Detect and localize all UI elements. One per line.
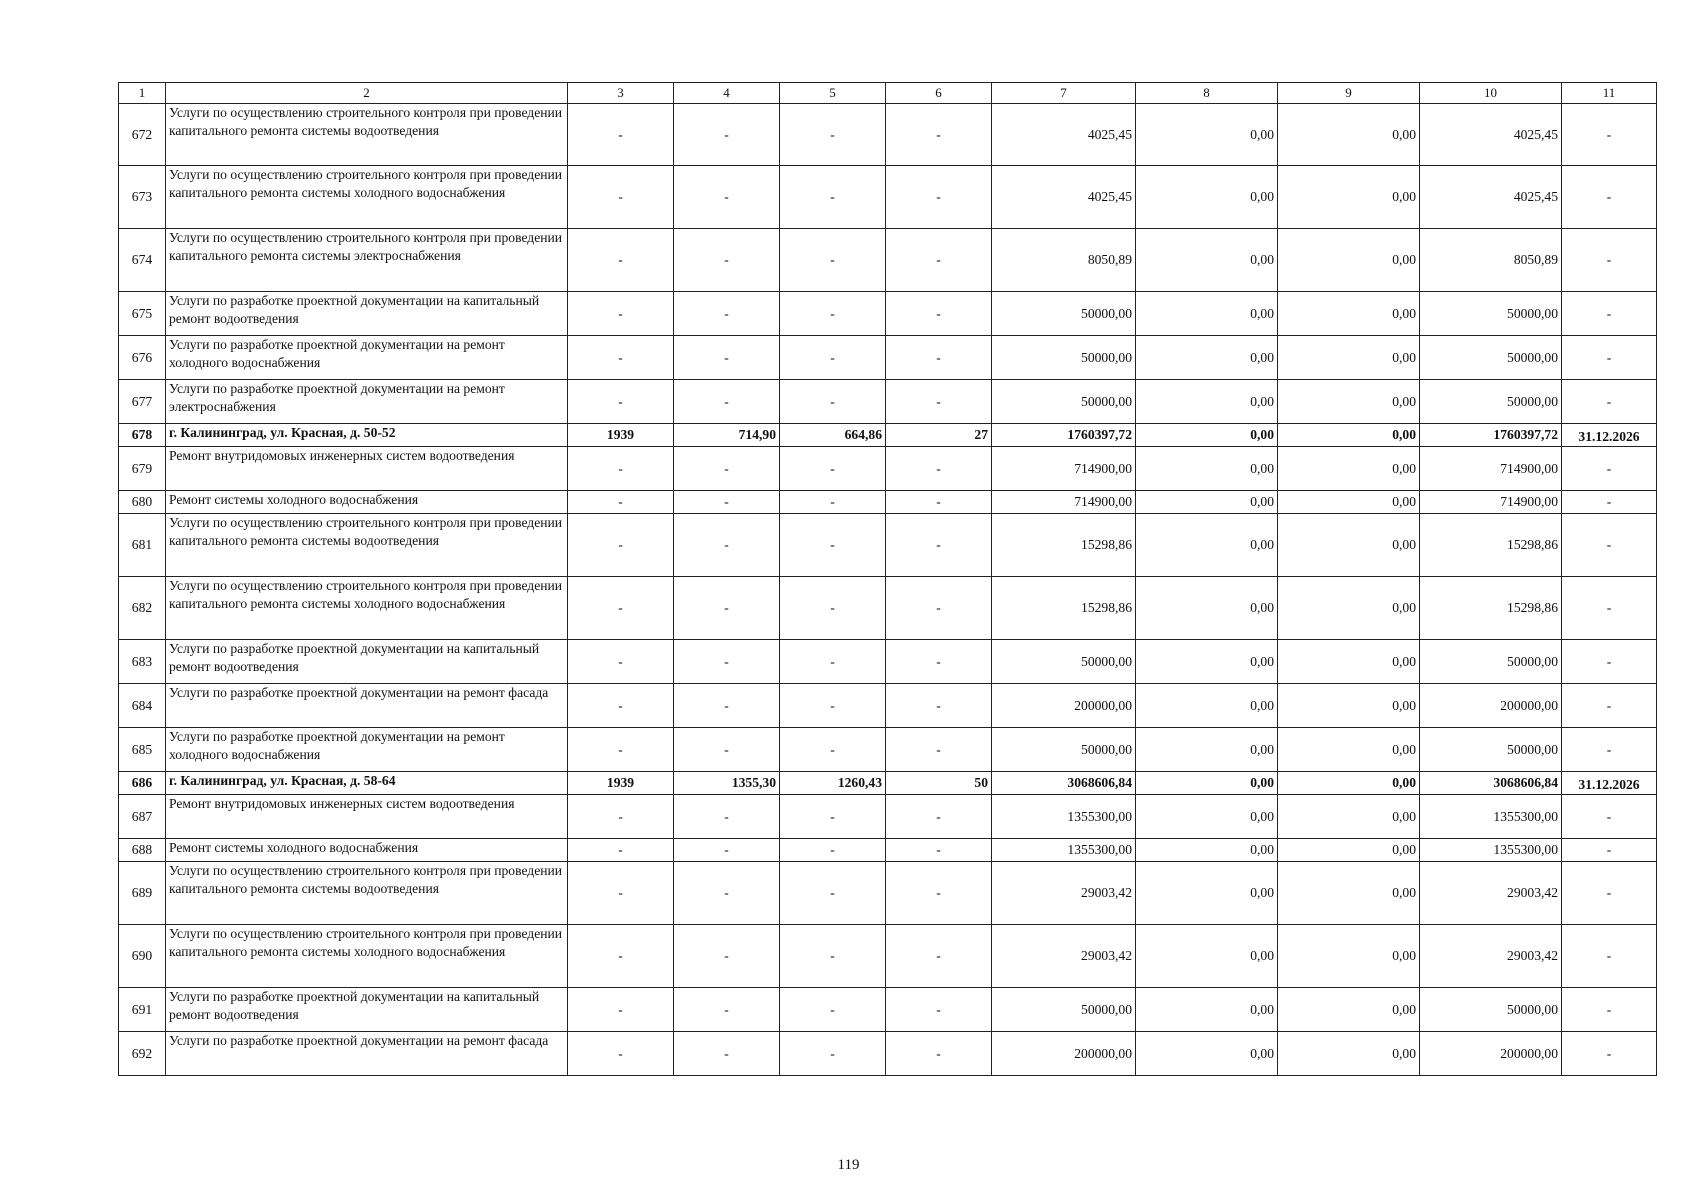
cell-col7: 1355300,00 <box>992 795 1136 839</box>
cell-col6: - <box>886 292 992 336</box>
row-number: 683 <box>119 640 166 684</box>
cell-col4: - <box>674 229 780 292</box>
row-number: 684 <box>119 684 166 728</box>
work-name: Услуги по разработке проектной документации на ремонт фасада <box>166 1032 568 1076</box>
cell-col8: 0,00 <box>1136 795 1278 839</box>
cell-col9: 0,00 <box>1278 577 1420 640</box>
cell-col3: - <box>568 640 674 684</box>
cell-col9: 0,00 <box>1278 514 1420 577</box>
table-row <box>119 988 1657 1032</box>
cell-col10: 50000,00 <box>1420 336 1562 380</box>
cell-col8: 0,00 <box>1136 772 1278 795</box>
cell-col7: 15298,86 <box>992 514 1136 577</box>
cell-col4: - <box>674 292 780 336</box>
cell-col6: - <box>886 166 992 229</box>
cell-col3: 1939 <box>568 424 674 447</box>
cell-col9: 0,00 <box>1278 728 1420 772</box>
cell-col5: - <box>780 795 886 839</box>
address-row <box>119 772 1657 795</box>
cell-col11: - <box>1562 292 1657 336</box>
row-number: 678 <box>119 424 166 447</box>
column-header: 8 <box>1136 83 1278 104</box>
cell-col3: - <box>568 684 674 728</box>
cell-col10: 200000,00 <box>1420 684 1562 728</box>
cell-col11: - <box>1562 925 1657 988</box>
cell-col11: - <box>1562 988 1657 1032</box>
cell-col5: - <box>780 166 886 229</box>
row-number: 692 <box>119 1032 166 1076</box>
cell-col10: 50000,00 <box>1420 292 1562 336</box>
cell-col3: - <box>568 229 674 292</box>
row-number: 690 <box>119 925 166 988</box>
row-number: 675 <box>119 292 166 336</box>
table-row <box>119 795 1657 839</box>
cell-col11: - <box>1562 380 1657 424</box>
cell-col8: 0,00 <box>1136 640 1278 684</box>
cell-col8: 0,00 <box>1136 292 1278 336</box>
work-name: Услуги по разработке проектной документации на капитальный ремонт водоотведения <box>166 988 568 1032</box>
row-number: 673 <box>119 166 166 229</box>
work-name: Услуги по осуществлению строительного контроля при проведении капитального ремонта системы водоотведения <box>166 104 568 166</box>
cell-col10: 4025,45 <box>1420 166 1562 229</box>
row-number: 674 <box>119 229 166 292</box>
work-name: Услуги по осуществлению строительного контроля при проведении капитального ремонта системы холодного водоснабжения <box>166 166 568 229</box>
cell-col5: - <box>780 380 886 424</box>
cell-col7: 4025,45 <box>992 166 1136 229</box>
cell-col5: - <box>780 684 886 728</box>
cell-col4: - <box>674 380 780 424</box>
table-row <box>119 862 1657 925</box>
cell-col3: - <box>568 292 674 336</box>
row-number: 676 <box>119 336 166 380</box>
cell-col3: - <box>568 728 674 772</box>
cell-col11: - <box>1562 514 1657 577</box>
column-header: 4 <box>674 83 780 104</box>
work-name: Услуги по разработке проектной документации на ремонт фасада <box>166 684 568 728</box>
cell-col6: - <box>886 862 992 925</box>
cell-col6: - <box>886 104 992 166</box>
cell-col3: - <box>568 795 674 839</box>
work-name: Ремонт внутридомовых инженерных систем водоотведения <box>166 795 568 839</box>
cell-col10: 3068606,84 <box>1420 772 1562 795</box>
work-list-table <box>118 82 1657 1076</box>
cell-col4: - <box>674 514 780 577</box>
row-number: 687 <box>119 795 166 839</box>
page-number: 119 <box>837 1157 860 1173</box>
cell-col9: 0,00 <box>1278 862 1420 925</box>
cell-col6: - <box>886 1032 992 1076</box>
cell-col7: 200000,00 <box>992 1032 1136 1076</box>
cell-col9: 0,00 <box>1278 336 1420 380</box>
cell-col6: - <box>886 380 992 424</box>
table-row <box>119 684 1657 728</box>
cell-col4: - <box>674 728 780 772</box>
work-name: Услуги по осуществлению строительного контроля при проведении капитального ремонта системы электроснабжения <box>166 229 568 292</box>
cell-col7: 4025,45 <box>992 104 1136 166</box>
cell-col11: - <box>1562 862 1657 925</box>
cell-col5: - <box>780 1032 886 1076</box>
table-row <box>119 514 1657 577</box>
cell-col6: - <box>886 684 992 728</box>
row-number: 677 <box>119 380 166 424</box>
work-name: Услуги по осуществлению строительного контроля при проведении капитального ремонта системы водоотведения <box>166 514 568 577</box>
table-row <box>119 292 1657 336</box>
table-row <box>119 839 1657 862</box>
cell-col7: 50000,00 <box>992 380 1136 424</box>
cell-col7: 15298,86 <box>992 577 1136 640</box>
cell-col11: - <box>1562 795 1657 839</box>
cell-col9: 0,00 <box>1278 640 1420 684</box>
work-name: Услуги по разработке проектной документации на ремонт электроснабжения <box>166 380 568 424</box>
cell-col5: - <box>780 104 886 166</box>
work-name: Услуги по разработке проектной документации на ремонт холодного водоснабжения <box>166 336 568 380</box>
column-number-row <box>119 83 1657 104</box>
cell-col8: 0,00 <box>1136 229 1278 292</box>
cell-col6: 50 <box>886 772 992 795</box>
cell-col7: 50000,00 <box>992 336 1136 380</box>
cell-col5: - <box>780 925 886 988</box>
cell-col4: - <box>674 640 780 684</box>
work-name: Ремонт внутридомовых инженерных систем водоотведения <box>166 447 568 491</box>
table-row <box>119 577 1657 640</box>
column-header: 2 <box>166 83 568 104</box>
cell-col3: - <box>568 577 674 640</box>
work-name: Услуги по разработке проектной документации на капитальный ремонт водоотведения <box>166 640 568 684</box>
cell-col11: - <box>1562 728 1657 772</box>
cell-col5: - <box>780 292 886 336</box>
cell-col7: 50000,00 <box>992 292 1136 336</box>
cell-col10: 29003,42 <box>1420 925 1562 988</box>
cell-col10: 714900,00 <box>1420 491 1562 514</box>
cell-col6: - <box>886 925 992 988</box>
cell-col4: - <box>674 862 780 925</box>
cell-col9: 0,00 <box>1278 839 1420 862</box>
cell-col5: - <box>780 447 886 491</box>
cell-col8: 0,00 <box>1136 839 1278 862</box>
cell-col4: - <box>674 336 780 380</box>
column-header: 10 <box>1420 83 1562 104</box>
cell-col7: 50000,00 <box>992 728 1136 772</box>
cell-col6: - <box>886 229 992 292</box>
cell-col4: - <box>674 795 780 839</box>
table-row <box>119 104 1657 166</box>
cell-col11: 31.12.2026 <box>1562 424 1657 447</box>
cell-col9: 0,00 <box>1278 684 1420 728</box>
table-row <box>119 380 1657 424</box>
row-number: 679 <box>119 447 166 491</box>
cell-col8: 0,00 <box>1136 862 1278 925</box>
row-number: 672 <box>119 104 166 166</box>
cell-col10: 50000,00 <box>1420 380 1562 424</box>
cell-col8: 0,00 <box>1136 1032 1278 1076</box>
cell-col5: - <box>780 514 886 577</box>
cell-col6: - <box>886 447 992 491</box>
cell-col10: 50000,00 <box>1420 640 1562 684</box>
cell-col11: - <box>1562 104 1657 166</box>
cell-col5: 664,86 <box>780 424 886 447</box>
address-row <box>119 424 1657 447</box>
cell-col10: 15298,86 <box>1420 577 1562 640</box>
table-row <box>119 336 1657 380</box>
column-header: 11 <box>1562 83 1657 104</box>
cell-col11: - <box>1562 336 1657 380</box>
work-name: Услуги по осуществлению строительного контроля при проведении капитального ремонта системы холодного водоснабжения <box>166 577 568 640</box>
cell-col7: 8050,89 <box>992 229 1136 292</box>
work-name: Услуги по разработке проектной документации на капитальный ремонт водоотведения <box>166 292 568 336</box>
cell-col11: - <box>1562 491 1657 514</box>
cell-col10: 200000,00 <box>1420 1032 1562 1076</box>
cell-col10: 1760397,72 <box>1420 424 1562 447</box>
cell-col9: 0,00 <box>1278 491 1420 514</box>
cell-col3: - <box>568 491 674 514</box>
cell-col6: - <box>886 577 992 640</box>
cell-col5: - <box>780 862 886 925</box>
cell-col3: - <box>568 862 674 925</box>
cell-col6: - <box>886 491 992 514</box>
row-number: 689 <box>119 862 166 925</box>
cell-col6: 27 <box>886 424 992 447</box>
cell-col9: 0,00 <box>1278 104 1420 166</box>
cell-col3: - <box>568 447 674 491</box>
table-row <box>119 728 1657 772</box>
cell-col4: - <box>674 577 780 640</box>
cell-col8: 0,00 <box>1136 380 1278 424</box>
cell-col7: 3068606,84 <box>992 772 1136 795</box>
cell-col11: - <box>1562 447 1657 491</box>
work-name: г. Калининград, ул. Красная, д. 58-64 <box>166 772 568 795</box>
work-name: г. Калининград, ул. Красная, д. 50-52 <box>166 424 568 447</box>
cell-col10: 4025,45 <box>1420 104 1562 166</box>
cell-col10: 8050,89 <box>1420 229 1562 292</box>
cell-col3: - <box>568 336 674 380</box>
cell-col3: - <box>568 925 674 988</box>
table-row <box>119 1032 1657 1076</box>
cell-col7: 200000,00 <box>992 684 1136 728</box>
cell-col6: - <box>886 514 992 577</box>
column-header: 7 <box>992 83 1136 104</box>
cell-col5: 1260,43 <box>780 772 886 795</box>
work-name: Услуги по осуществлению строительного контроля при проведении капитального ремонта системы водоотведения <box>166 862 568 925</box>
table-row <box>119 166 1657 229</box>
cell-col7: 29003,42 <box>992 925 1136 988</box>
cell-col5: - <box>780 839 886 862</box>
cell-col3: - <box>568 839 674 862</box>
cell-col10: 1355300,00 <box>1420 839 1562 862</box>
table-row <box>119 447 1657 491</box>
cell-col3: - <box>568 514 674 577</box>
table-row <box>119 640 1657 684</box>
column-header: 6 <box>886 83 992 104</box>
cell-col4: - <box>674 925 780 988</box>
cell-col5: - <box>780 577 886 640</box>
cell-col8: 0,00 <box>1136 728 1278 772</box>
cell-col9: 0,00 <box>1278 447 1420 491</box>
cell-col3: 1939 <box>568 772 674 795</box>
cell-col4: - <box>674 166 780 229</box>
cell-col9: 0,00 <box>1278 988 1420 1032</box>
cell-col7: 1760397,72 <box>992 424 1136 447</box>
cell-col9: 0,00 <box>1278 292 1420 336</box>
cell-col11: - <box>1562 839 1657 862</box>
table-row <box>119 229 1657 292</box>
cell-col10: 714900,00 <box>1420 447 1562 491</box>
cell-col8: 0,00 <box>1136 491 1278 514</box>
cell-col6: - <box>886 988 992 1032</box>
table-body <box>119 83 1657 1076</box>
cell-col9: 0,00 <box>1278 772 1420 795</box>
cell-col9: 0,00 <box>1278 380 1420 424</box>
column-header: 5 <box>780 83 886 104</box>
row-number: 681 <box>119 514 166 577</box>
cell-col10: 29003,42 <box>1420 862 1562 925</box>
cell-col3: - <box>568 988 674 1032</box>
cell-col11: - <box>1562 684 1657 728</box>
cell-col3: - <box>568 104 674 166</box>
cell-col8: 0,00 <box>1136 166 1278 229</box>
cell-col6: - <box>886 640 992 684</box>
cell-col8: 0,00 <box>1136 104 1278 166</box>
work-name: Ремонт системы холодного водоснабжения <box>166 839 568 862</box>
cell-col5: - <box>780 229 886 292</box>
row-number: 685 <box>119 728 166 772</box>
cell-col8: 0,00 <box>1136 577 1278 640</box>
cell-col9: 0,00 <box>1278 229 1420 292</box>
cell-col11: - <box>1562 577 1657 640</box>
cell-col4: - <box>674 104 780 166</box>
cell-col5: - <box>780 640 886 684</box>
cell-col7: 714900,00 <box>992 491 1136 514</box>
cell-col11: - <box>1562 640 1657 684</box>
column-header: 1 <box>119 83 166 104</box>
column-header: 3 <box>568 83 674 104</box>
cell-col8: 0,00 <box>1136 514 1278 577</box>
row-number: 686 <box>119 772 166 795</box>
cell-col8: 0,00 <box>1136 925 1278 988</box>
row-number: 688 <box>119 839 166 862</box>
cell-col5: - <box>780 988 886 1032</box>
cell-col3: - <box>568 1032 674 1076</box>
cell-col6: - <box>886 728 992 772</box>
cell-col4: - <box>674 1032 780 1076</box>
cell-col10: 50000,00 <box>1420 728 1562 772</box>
cell-col11: - <box>1562 166 1657 229</box>
cell-col4: 1355,30 <box>674 772 780 795</box>
column-header: 9 <box>1278 83 1420 104</box>
cell-col10: 1355300,00 <box>1420 795 1562 839</box>
row-number: 691 <box>119 988 166 1032</box>
cell-col4: - <box>674 839 780 862</box>
cell-col8: 0,00 <box>1136 988 1278 1032</box>
cell-col8: 0,00 <box>1136 684 1278 728</box>
cell-col11: - <box>1562 229 1657 292</box>
cell-col4: - <box>674 988 780 1032</box>
cell-col8: 0,00 <box>1136 447 1278 491</box>
cell-col6: - <box>886 336 992 380</box>
cell-col9: 0,00 <box>1278 1032 1420 1076</box>
row-number: 682 <box>119 577 166 640</box>
cell-col7: 50000,00 <box>992 988 1136 1032</box>
cell-col8: 0,00 <box>1136 336 1278 380</box>
cell-col3: - <box>568 166 674 229</box>
cell-col7: 50000,00 <box>992 640 1136 684</box>
cell-col8: 0,00 <box>1136 424 1278 447</box>
cell-col4: - <box>674 491 780 514</box>
table-row <box>119 925 1657 988</box>
cell-col11: 31.12.2026 <box>1562 772 1657 795</box>
cell-col9: 0,00 <box>1278 166 1420 229</box>
cell-col3: - <box>568 380 674 424</box>
cell-col11: - <box>1562 1032 1657 1076</box>
cell-col5: - <box>780 491 886 514</box>
cell-col7: 714900,00 <box>992 447 1136 491</box>
cell-col9: 0,00 <box>1278 424 1420 447</box>
cell-col5: - <box>780 336 886 380</box>
cell-col4: 714,90 <box>674 424 780 447</box>
work-name: Ремонт системы холодного водоснабжения <box>166 491 568 514</box>
cell-col4: - <box>674 684 780 728</box>
cell-col7: 1355300,00 <box>992 839 1136 862</box>
cell-col6: - <box>886 795 992 839</box>
cell-col9: 0,00 <box>1278 925 1420 988</box>
cell-col9: 0,00 <box>1278 795 1420 839</box>
cell-col6: - <box>886 839 992 862</box>
row-number: 680 <box>119 491 166 514</box>
cell-col7: 29003,42 <box>992 862 1136 925</box>
cell-col10: 50000,00 <box>1420 988 1562 1032</box>
cell-col10: 15298,86 <box>1420 514 1562 577</box>
work-name: Услуги по осуществлению строительного контроля при проведении капитального ремонта системы холодного водоснабжения <box>166 925 568 988</box>
cell-col4: - <box>674 447 780 491</box>
table-row <box>119 491 1657 514</box>
work-name: Услуги по разработке проектной документации на ремонт холодного водоснабжения <box>166 728 568 772</box>
cell-col5: - <box>780 728 886 772</box>
